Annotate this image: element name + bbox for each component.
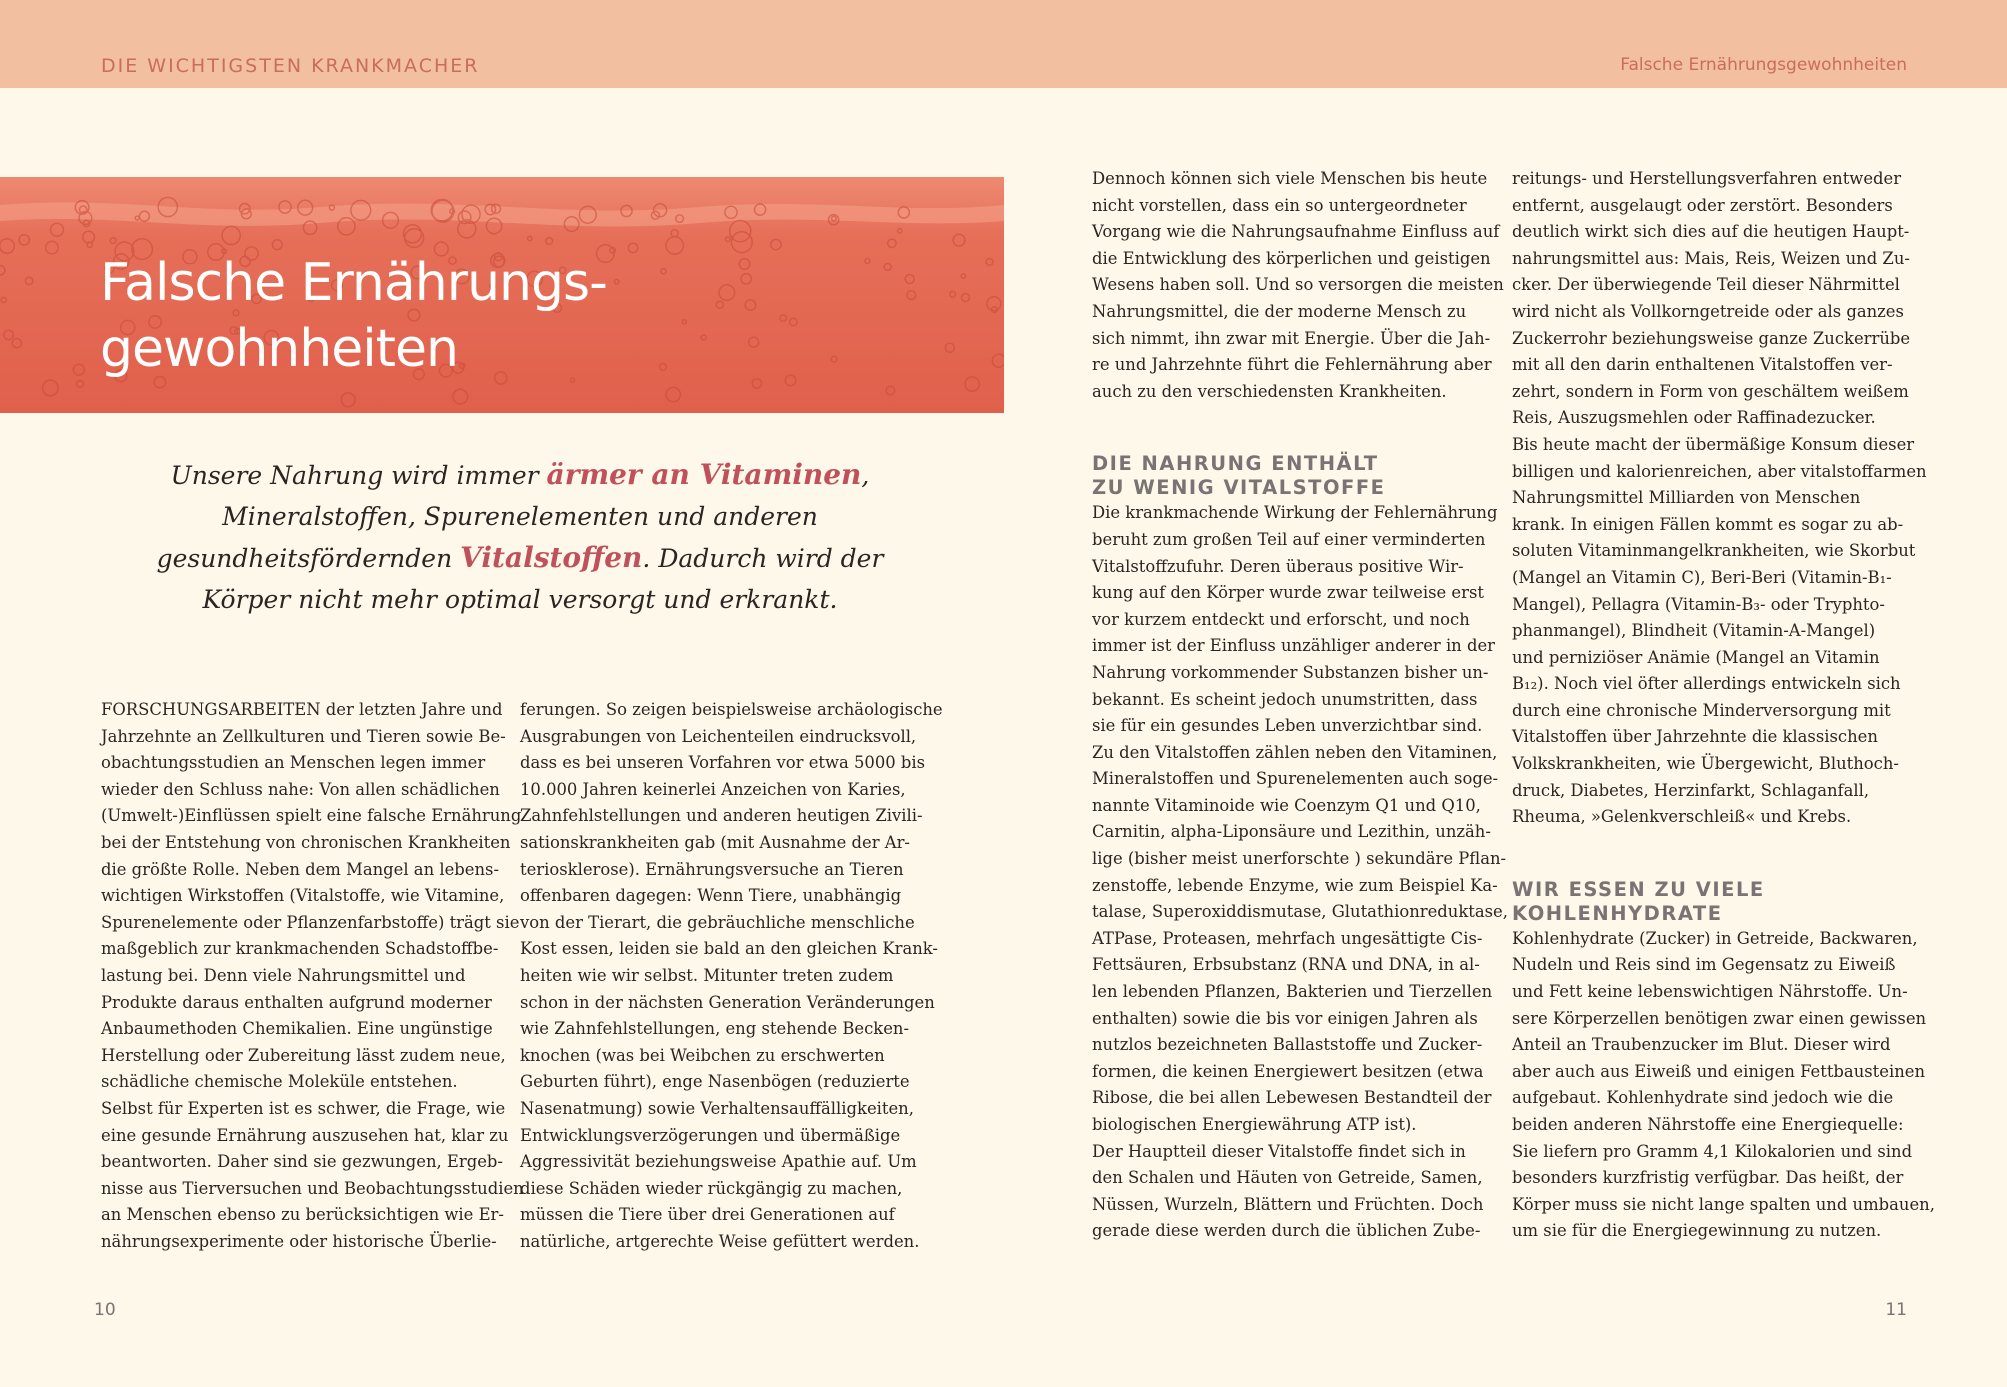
text-line: Nahrung vorkommender Substanzen bisher un-	[1092, 662, 1489, 682]
text-line: phanmangel), Blindheit (Vitamin-A-Mangel)	[1512, 621, 1876, 641]
section-heading-vitalstoffe	[1092, 452, 1502, 500]
text-line: auch zu den verschiedensten Krankheiten.	[1092, 381, 1447, 401]
text-line: Dennoch können sich viele Menschen bis heute	[1092, 169, 1488, 188]
text-line: nannte Vitaminoide wie Coenzym Q1 und Q10,	[1092, 795, 1481, 815]
running-head-right: Falsche Ernährungsgewohnheiten	[1620, 55, 1907, 75]
text-line: Bis heute macht der übermäßige Konsum dieser	[1512, 434, 1915, 454]
text-line: bei der Entstehung von chronischen Krankheiten	[101, 832, 511, 852]
text-line: re und Jahrzehnte führt die Fehlernährung aber	[1092, 355, 1492, 375]
text-line: maßgeblich zur krankmachenden Schadstoffbe-	[101, 939, 499, 959]
page-number-left: 10	[94, 1300, 116, 1320]
text-line: schädliche chemische Moleküle entstehen.	[101, 1072, 458, 1092]
text-line: formen, die keinen Energiewert besitzen (etwa	[1092, 1061, 1484, 1081]
text-line: den Schalen und Häuten von Getreide, Samen,	[1092, 1168, 1483, 1188]
text-line: (Umwelt-)Einflüssen spielt eine falsche Ernährung	[101, 806, 522, 826]
text-line: nahrungsmittel aus: Mais, Reis, Weizen und Zu-	[1512, 248, 1910, 268]
text-line: die Entwicklung des körperlichen und geistigen	[1092, 248, 1491, 268]
text-line: beruht zum großen Teil auf einer verminderten	[1092, 529, 1486, 549]
text-line: lige (bisher meist unerforschte ) sekundäre Pflan-	[1092, 849, 1507, 869]
text-line: obachtungsstudien an Menschen legen immer	[101, 753, 486, 773]
column-3-body	[1092, 500, 1508, 1245]
text-line: und perniziöser Anämie (Mangel an Vitamin	[1512, 647, 1880, 667]
text-line: wird nicht als Vollkorngetreide oder als ganzes	[1512, 301, 1904, 321]
text-line: Kohlenhydrate (Zucker) in Getreide, Backwaren,	[1512, 928, 1918, 948]
text-line: sere Körperzellen benötigen zwar einen gewissen	[1512, 1008, 1927, 1028]
text-line: nutzlos bezeichneten Ballaststoffe und Zucker-	[1092, 1035, 1483, 1055]
text-line: FORSCHUNGSARBEITEN der letzten Jahre und	[101, 700, 503, 719]
text-line: deutlich wirkt sich dies auf die heutigen Haupt-	[1512, 222, 1910, 242]
text-line: Spurenelemente oder Pflanzenfarbstoffe) trägt sie	[101, 912, 520, 932]
text-line: dass es bei unseren Vorfahren vor etwa 5000 bis	[520, 753, 926, 773]
text-line: biologischen Energiewährung ATP ist).	[1092, 1115, 1417, 1134]
text-line: eine gesunde Ernährung auszusehen hat, klar zu	[101, 1125, 509, 1145]
text-line: druck, Diabetes, Herzinfarkt, Schlaganfall,	[1512, 780, 1870, 800]
text-line: Nahrungsmittel Milliarden von Menschen	[1512, 488, 1861, 508]
text-line: Nudeln und Reis sind im Gegensatz zu Eiweiß	[1512, 955, 1896, 975]
section-heading-line: KOHLENHYDRATE	[1512, 901, 1723, 925]
text-line: teriosklerose). Ernährungsversuche an Tieren	[520, 859, 904, 879]
lead-text-3: . Dadurch wird der Körper nicht mehr optimal versorgt und erkrankt.	[202, 544, 884, 614]
column-4-intro	[1512, 166, 1927, 831]
body-column-3	[1092, 166, 1508, 1245]
text-line: und Fett keine lebenswichtigen Nährstoffe. Un-	[1512, 982, 1908, 1002]
text-line: Der Hauptteil dieser Vitalstoffe findet sich in	[1092, 1141, 1466, 1161]
text-line: diese Schäden wieder rückgängig zu machen,	[520, 1178, 903, 1198]
text-line: nicht vorstellen, dass ein so untergeordneter	[1092, 195, 1467, 215]
text-line: nährungsexperimente oder historische Überlie-	[101, 1231, 497, 1251]
text-line: aufgebaut. Kohlenhydrate sind jedoch wie die	[1512, 1088, 1894, 1108]
text-line: 10.000 Jahren keinerlei Anzeichen von Karies,	[520, 779, 906, 799]
text-line: Produkte daraus enthalten aufgrund moderner	[101, 992, 492, 1012]
text-line: Mineralstoffen und Spurenelementen auch soge-	[1092, 769, 1499, 789]
text-line: sich nimmt, ihn zwar mit Energie. Über die Jah-	[1092, 328, 1491, 348]
text-line: entfernt, ausgelaugt oder zerstört. Besonders	[1512, 195, 1893, 215]
text-line: Körper muss sie nicht lange spalten und umbauen,	[1512, 1194, 1935, 1214]
text-line: um sie für die Energiegewinnung zu nutzen.	[1512, 1221, 1882, 1241]
text-line: schon in der nächsten Generation Veränderungen	[520, 992, 935, 1012]
section-heading-line: ZU WENIG VITALSTOFFE	[1092, 476, 1386, 500]
body-column-1	[101, 697, 524, 1255]
text-line: Volkskrankheiten, wie Übergewicht, Bluthoch-	[1512, 754, 1899, 774]
text-line: reitungs- und Herstellungsverfahren entweder	[1512, 169, 1902, 188]
text-line: Fettsäuren, Erbsubstanz (RNA und DNA, in al-	[1092, 955, 1480, 975]
text-line: enthalten) sowie die bis vor einigen Jahren als	[1092, 1008, 1478, 1028]
text-line: soluten Vitaminmangelkrankheiten, wie Skorbut	[1512, 541, 1916, 561]
text-line: B₁₂). Noch viel öfter allerdings entwickeln sich	[1512, 674, 1901, 694]
text-line: immer ist der Einfluss unzähliger anderer in der	[1092, 636, 1495, 656]
text-line: Rheuma, »Gelenkverschleiß« und Krebs.	[1512, 807, 1852, 827]
text-line: an Menschen ebenso zu berücksichtigen wie Er-	[101, 1205, 504, 1225]
text-line: cker. Der überwiegende Teil dieser Nährmittel	[1512, 275, 1900, 295]
lead-paragraph	[150, 454, 890, 620]
text-line: zehrt, sondern in Form von geschältem weißem	[1512, 381, 1909, 401]
lead-highlight-1: ärmer an Vitaminen	[546, 458, 862, 491]
text-line: Zuckerrohr beziehungsweise ganze Zuckerrübe	[1512, 328, 1911, 348]
text-line: Vitalstoffen über Jahrzehnte die klassischen	[1512, 727, 1878, 747]
text-line: gerade diese werden durch die üblichen Zube-	[1092, 1221, 1481, 1241]
text-line: Vitalstoffzufuhr. Deren überaus positive Wir-	[1092, 556, 1464, 576]
text-line: wie Zahnfehlstellungen, eng stehende Becken-	[520, 1019, 910, 1039]
text-line: billigen und kalorienreichen, aber vitalstoffarmen	[1512, 461, 1927, 481]
text-line: Carnitin, alpha-Liponsäure und Lezithin, unzäh-	[1092, 822, 1491, 842]
body-column-4	[1512, 166, 1935, 1245]
text-line: Nüssen, Wurzeln, Blättern und Früchten. Doch	[1092, 1194, 1484, 1214]
text-line: Aggressivität beziehungsweise Apathie auf. Um	[520, 1152, 917, 1172]
text-line: beantworten. Daher sind sie gezwungen, Ergeb-	[101, 1152, 503, 1172]
text-line: Ribose, die bei allen Lebewesen Bestandteil der	[1092, 1088, 1492, 1108]
text-line: vor kurzem entdeckt und erforscht, und noch	[1092, 609, 1470, 629]
text-line: von der Tierart, die gebräuchliche menschliche	[520, 912, 915, 932]
text-line: Kost essen, leiden sie bald an den gleichen Krank-	[520, 939, 938, 959]
text-line: wieder den Schluss nahe: Von allen schädlichen	[101, 779, 500, 799]
text-line: wichtigen Wirkstoffen (Vitalstoffe, wie Vitamine,	[101, 886, 505, 906]
text-line: Vorgang wie die Nahrungsaufnahme Einfluss auf	[1092, 222, 1500, 242]
text-line: Wesens haben soll. Und so versorgen die meisten	[1092, 275, 1504, 295]
text-line: durch eine chronische Minderversorgung mit	[1512, 700, 1891, 720]
text-line: Geburten führt), enge Nasenbögen (reduzierte	[520, 1072, 910, 1092]
text-line: müssen die Tiere über drei Generationen auf	[520, 1205, 895, 1225]
text-line: beiden anderen Nährstoffe eine Energiequelle:	[1512, 1115, 1904, 1134]
text-line: kung auf den Körper wurde zwar teilweise erst	[1092, 583, 1484, 603]
text-line: lastung bei. Denn viele Nahrungsmittel und	[101, 965, 466, 985]
text-line: offenbaren dagegen: Wenn Tiere, unabhängig	[520, 886, 902, 906]
text-line: heiten wie wir selbst. Mitunter treten zudem	[520, 965, 894, 985]
text-line: zenstoffe, lebende Enzyme, wie zum Beispiel Ka-	[1092, 875, 1498, 895]
text-line: ATPase, Proteasen, mehrfach ungesättigte Cis-	[1092, 928, 1483, 948]
text-line: Ausgrabungen von Leichenteilen eindrucksvoll,	[520, 726, 917, 746]
text-line: Anbaumethoden Chemikalien. Eine ungünstige	[101, 1019, 493, 1039]
text-line: Mangel), Pellagra (Vitamin-B₃- oder Tryphto-	[1512, 594, 1885, 614]
text-line: nisse aus Tierversuchen und Beobachtungsstudien	[101, 1178, 524, 1198]
text-line: sie für ein gesundes Leben unverzichtbar sind.	[1092, 716, 1483, 736]
text-line: besonders kurzfristig verfügbar. Das heißt, der	[1512, 1168, 1904, 1188]
text-line: Jahrzehnte an Zellkulturen und Tieren sowie Be-	[101, 726, 506, 746]
text-line: Selbst für Experten ist es schwer, die Frage, wie	[101, 1098, 506, 1118]
text-line: die größte Rolle. Neben dem Mangel an lebens-	[101, 859, 499, 879]
text-line: sationskrankheiten gab (mit Ausnahme der Ar-	[520, 832, 910, 852]
text-line: Nasenatmung) sowie Verhaltensauffälligkeiten,	[520, 1098, 914, 1118]
text-line: Entwicklungsverzögerungen und übermäßige	[520, 1125, 901, 1145]
text-line: aber auch aus Eiweiß und einigen Fettbausteinen	[1512, 1061, 1926, 1081]
running-head-left: DIE WICHTIGSTEN KRANKMACHER	[101, 55, 480, 77]
section-heading-line: DIE NAHRUNG ENTHÄLT	[1092, 452, 1379, 476]
text-line: ferungen. So zeigen beispielsweise archäologische	[520, 700, 943, 719]
lead-text-2: , Mineralstoffen, Spurenelementen und anderen gesundheitsfördernden	[156, 461, 870, 573]
text-line: talase, Superoxiddismutase, Glutathionreduktase,	[1092, 902, 1508, 922]
text-line: len lebenden Pflanzen, Bakterien und Tierzellen	[1092, 982, 1493, 1002]
text-line: Zu den Vitalstoffen zählen neben den Vitaminen,	[1092, 742, 1498, 762]
page-title-line1: Falsche Ernährungs-	[100, 253, 607, 313]
text-line: bekannt. Es scheint jedoch unumstritten, dass	[1092, 689, 1478, 709]
page-number-right: 11	[1885, 1300, 1907, 1320]
column-4-body	[1512, 926, 1935, 1245]
text-line: Anteil an Traubenzucker im Blut. Dieser wird	[1512, 1035, 1891, 1055]
text-line: knochen (was bei Weibchen zu erschwerten	[520, 1045, 885, 1065]
text-line: Reis, Auszugsmehlen oder Raffinadezucker.	[1512, 408, 1876, 428]
text-line: Sie liefern pro Gramm 4,1 Kilokalorien und sind	[1512, 1141, 1913, 1161]
text-line: (Mangel an Vitamin C), Beri-Beri (Vitamin-B₁-	[1512, 567, 1892, 587]
section-heading-kohlenhydrate	[1512, 878, 1922, 926]
text-line: krank. In einigen Fällen kommt es sogar zu ab-	[1512, 514, 1904, 534]
text-line: Nahrungsmittel, die der moderne Mensch zu	[1092, 301, 1467, 321]
text-line: mit all den darin enthaltenen Vitalstoffen ver-	[1512, 355, 1893, 375]
lead-highlight-2: Vitalstoffen	[460, 541, 643, 574]
lead-text-1: Unsere Nahrung wird immer	[170, 461, 547, 490]
text-line: Herstellung oder Zubereitung lässt zudem neue,	[101, 1045, 506, 1065]
text-line: natürliche, artgerechte Weise gefüttert werden.	[520, 1231, 920, 1251]
text-line: Die krankmachende Wirkung der Fehlernährung	[1092, 503, 1498, 523]
column-3-intro	[1092, 166, 1502, 405]
page-title-line2: gewohnheiten	[100, 319, 458, 379]
body-column-2	[520, 697, 943, 1255]
text-line: Zahnfehlstellungen und anderen heutigen Zivili-	[520, 806, 923, 826]
page-title	[100, 250, 607, 382]
section-heading-line: WIR ESSEN ZU VIELE	[1512, 877, 1765, 901]
